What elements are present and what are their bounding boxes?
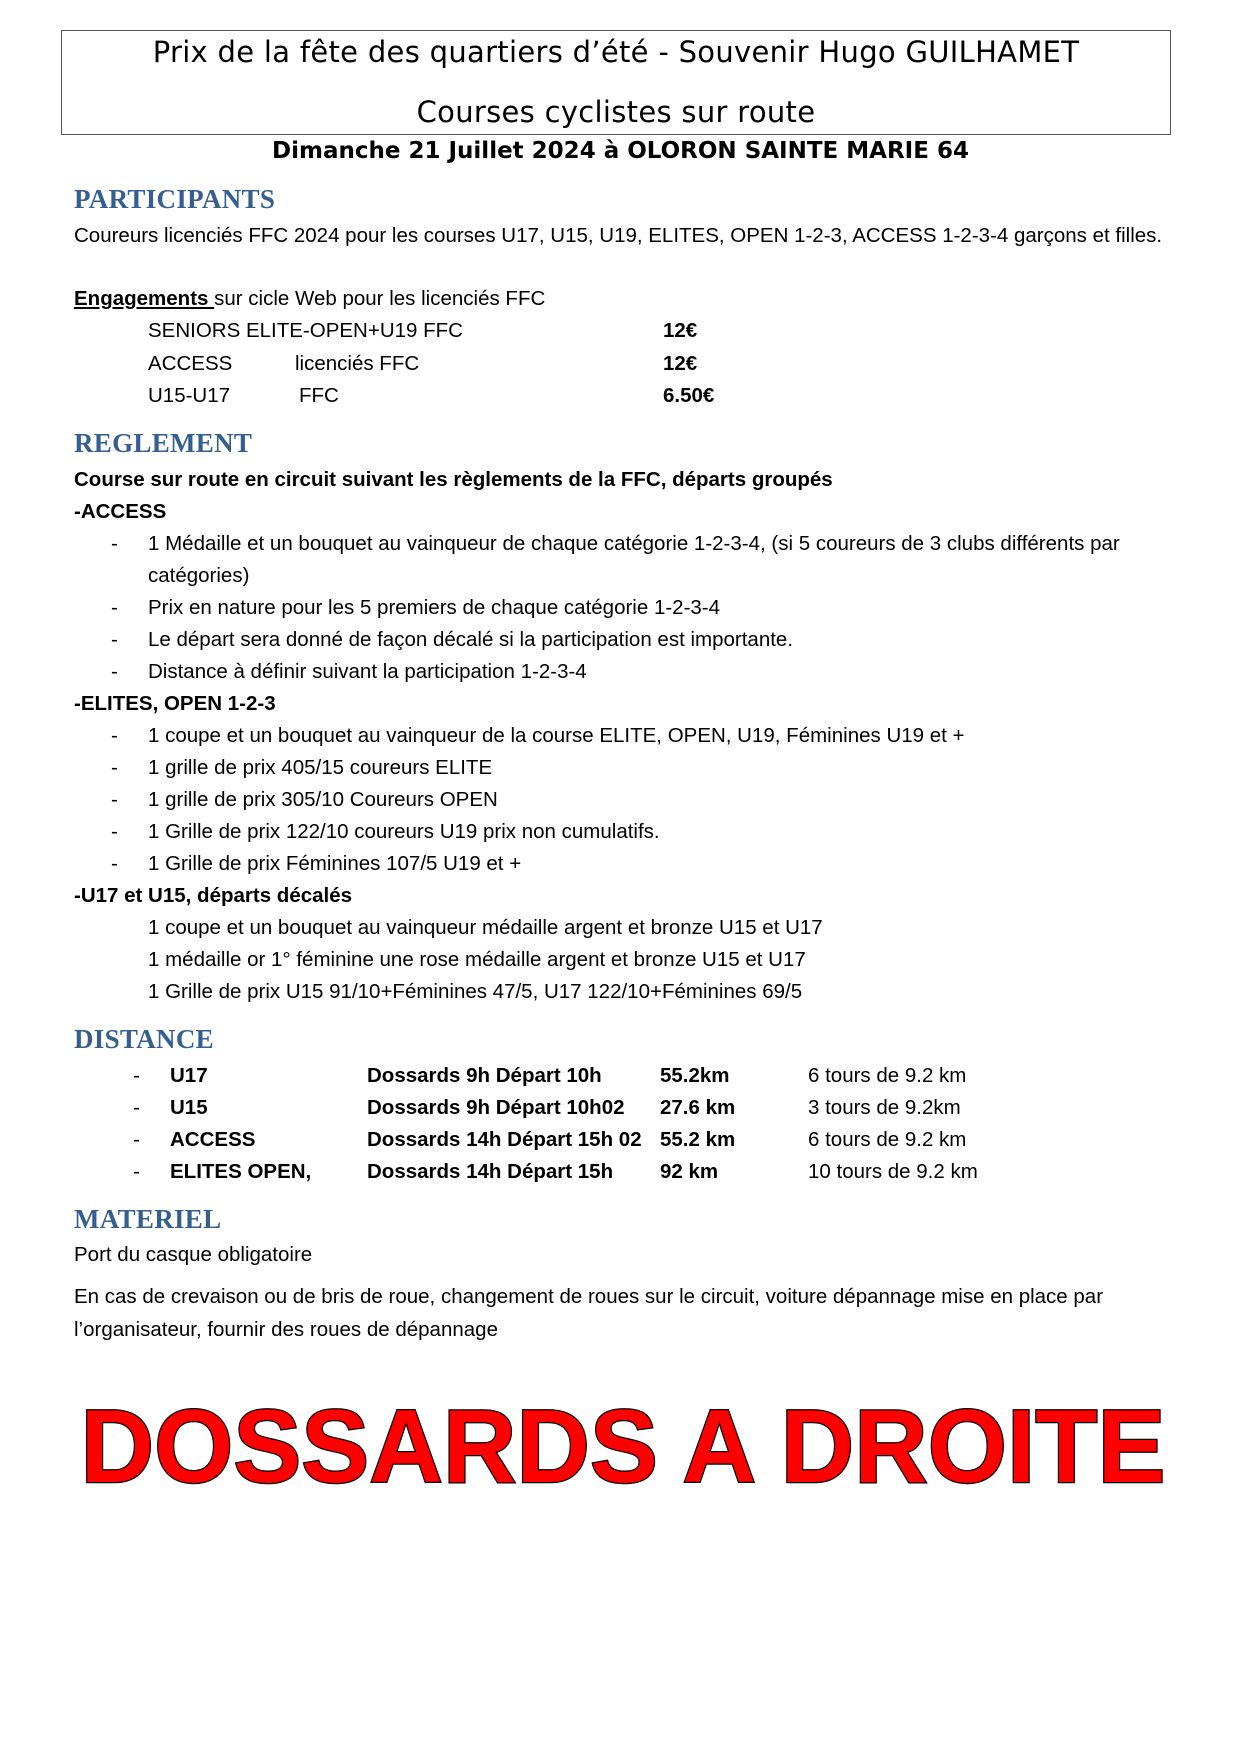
engagements-line xyxy=(74,287,545,311)
list-item: 1 Grille de prix U15 91/10+Féminines 47/5, U17 122/10+Féminines 69/5 xyxy=(148,980,803,1003)
fee-price: 12€ xyxy=(663,352,698,375)
event-subtitle: Courses cyclistes sur route xyxy=(416,95,816,129)
elites-title: -ELITES, OPEN 1-2-3 xyxy=(74,692,276,715)
distance-km: 55.2 km xyxy=(660,1128,736,1151)
fee-subcategory: FFC xyxy=(299,384,339,407)
event-title: Prix de la fête des quartiers d’été - Souvenir Hugo GUILHAMET xyxy=(152,35,1080,69)
engagements-text: sur cicle Web pour les licenciés FFC xyxy=(214,287,546,310)
fee-category: SENIORS ELITE-OPEN+U19 FFC xyxy=(148,319,463,342)
distance-category: U17 xyxy=(170,1064,208,1087)
distance-heading: DISTANCE xyxy=(74,1024,214,1054)
distance-times: Dossards 14h Départ 15h xyxy=(367,1160,614,1183)
materiel-text: l’organisateur, fournir des roues de dépannage xyxy=(74,1318,498,1341)
reglement-heading: REGLEMENT xyxy=(74,428,253,458)
list-item: 1 Grille de prix 122/10 coureurs U19 prix non cumulatifs. xyxy=(148,820,660,843)
materiel-text: Port du casque obligatoire xyxy=(74,1243,313,1266)
list-dash: - xyxy=(111,756,118,779)
distance-category: ACCESS xyxy=(170,1128,256,1151)
banner-text: DOSSARDS A DROITE xyxy=(80,1398,1166,1498)
distance-times: Dossards 9h Départ 10h02 xyxy=(367,1096,625,1119)
list-dash: - xyxy=(111,660,118,683)
list-item: Le départ sera donné de façon décalé si la participation est importante. xyxy=(148,628,794,651)
list-dash: - xyxy=(111,852,118,875)
participants-heading: PARTICIPANTS xyxy=(74,184,276,214)
list-item: 1 médaille or 1° féminine une rose médaille argent et bronze U15 et U17 xyxy=(148,948,806,971)
distance-laps: 6 tours de 9.2 km xyxy=(808,1064,967,1087)
fee-subcategory: licenciés FFC xyxy=(295,352,420,375)
list-dash: - xyxy=(111,596,118,619)
list-dash: - xyxy=(111,532,118,555)
distance-times: Dossards 9h Départ 10h xyxy=(367,1064,602,1087)
list-item: 1 Médaille et un bouquet au vainqueur de chaque catégorie 1-2-3-4, (si 5 coureurs de 3 clubs différents par xyxy=(148,532,1120,555)
materiel-heading: MATERIEL xyxy=(74,1204,222,1234)
distance-km: 92 km xyxy=(660,1160,719,1183)
list-dash: - xyxy=(133,1064,140,1087)
list-dash: - xyxy=(111,788,118,811)
fee-category: ACCESS xyxy=(148,352,233,375)
list-dash: - xyxy=(133,1160,140,1183)
list-item: 1 grille de prix 405/15 coureurs ELITE xyxy=(148,756,493,779)
distance-laps: 3 tours de 9.2km xyxy=(808,1096,961,1119)
list-dash: - xyxy=(133,1128,140,1151)
list-dash: - xyxy=(133,1096,140,1119)
fee-category: U15-U17 xyxy=(148,384,231,407)
u17-title: -U17 et U15, départs décalés xyxy=(74,884,353,907)
access-title: -ACCESS xyxy=(74,500,167,523)
distance-category: U15 xyxy=(170,1096,208,1119)
materiel-text: En cas de crevaison ou de bris de roue, changement de roues sur le circuit, voiture dépannage mise en place par xyxy=(74,1285,1104,1308)
list-item: Prix en nature pour les 5 premiers de chaque catégorie 1-2-3-4 xyxy=(148,596,721,619)
distance-km: 55.2km xyxy=(660,1064,730,1087)
list-item: catégories) xyxy=(148,564,250,587)
reglement-intro: Course sur route en circuit suivant les règlements de la FFC, départs groupés xyxy=(74,468,833,491)
list-dash: - xyxy=(111,724,118,747)
list-item: Distance à définir suivant la participation 1-2-3-4 xyxy=(148,660,587,683)
fee-price: 6.50€ xyxy=(663,384,715,407)
distance-laps: 6 tours de 9.2 km xyxy=(808,1128,967,1151)
list-dash: - xyxy=(111,820,118,843)
dossards-banner xyxy=(68,1398,1178,1498)
fee-price: 12€ xyxy=(663,319,698,342)
participants-text: Coureurs licenciés FFC 2024 pour les courses U17, U15, U19, ELITES, OPEN 1-2-3, ACCESS 1-2-3-4 garçons et filles. xyxy=(74,224,1163,247)
distance-times: Dossards 14h Départ 15h 02 xyxy=(367,1128,642,1151)
distance-laps: 10 tours de 9.2 km xyxy=(808,1160,978,1183)
title-box xyxy=(61,30,1171,135)
engagements-label: Engagements xyxy=(74,287,215,310)
list-item: 1 Grille de prix Féminines 107/5 U19 et + xyxy=(148,852,522,875)
list-item: 1 coupe et un bouquet au vainqueur médaille argent et bronze U15 et U17 xyxy=(148,916,823,939)
list-item: 1 grille de prix 305/10 Coureurs OPEN xyxy=(148,788,498,811)
distance-km: 27.6 km xyxy=(660,1096,736,1119)
event-date: Dimanche 21 Juillet 2024 à OLORON SAINTE MARIE 64 xyxy=(272,138,969,164)
list-item: 1 coupe et un bouquet au vainqueur de la course ELITE, OPEN, U19, Féminines U19 et + xyxy=(148,724,965,747)
list-dash: - xyxy=(111,628,118,651)
distance-category: ELITES OPEN, xyxy=(170,1160,312,1183)
